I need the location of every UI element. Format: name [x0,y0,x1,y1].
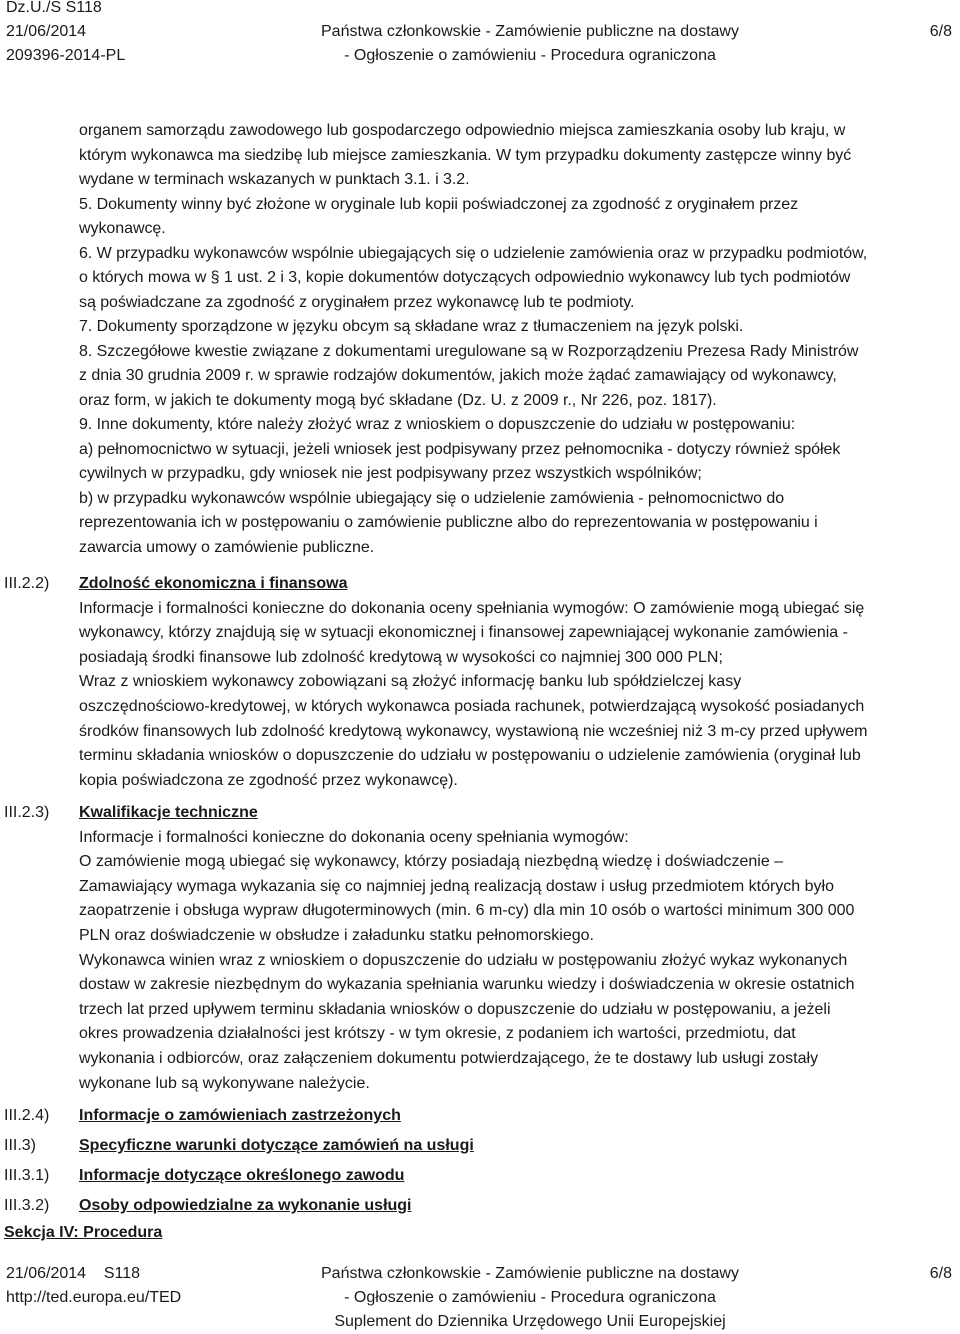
footer-subtitle: - Ogłoszenie o zamówieniu - Procedura ograniczona [344,1289,716,1306]
section-service-conditions [79,1134,949,1159]
text-line: zawarcia umowy o zamówienie publiczne. [79,538,375,556]
section-number: III.3.2) [4,1197,50,1214]
text-line: a) pełnomocnictwo w sytuacji, jeżeli wniosek jest podpisywany przez pełnomocnika - dotyczy również spółek [79,440,841,458]
text-line: zaopatrzenie i obsługa wypraw długoterminowych (min. 6 m-cy) dla min 10 osób o wartości minimum 300 000 [79,902,855,920]
section-reserved-contracts [79,1104,949,1129]
text-line: wykonania i odbiorców, oraz załączeniem dokumentu potwierdzającego, że te dostawy lub usługi zostały [79,1049,819,1067]
text-line: 5. Dokumenty winny być złożone w oryginale lub kopii poświadczonej za zgodność z oryginałem przez [79,195,799,213]
text-line: Informacje i formalności konieczne do dokonania oceny spełniania wymogów: O zamówienie mogą ubiegać się [79,599,865,617]
section-number: III.3) [4,1137,37,1154]
section-heading: Osoby odpowiedzialne za wykonanie usługi [79,1197,412,1214]
text-line: PLN oraz doświadczenie w obsłudze i załadunku statku pełnomorskiego. [79,926,594,944]
section-iv-heading: Sekcja IV: Procedura [4,1224,163,1241]
text-line: są poświadczane za zgodność z oryginałem przez wykonawcę lub te podmioty. [79,293,635,311]
section-heading: Zdolność ekonomiczna i finansowa [79,575,348,592]
text-line: trzech lat przed upływem terminu składania wniosków o dopuszczenie do udziału w postępowaniu, a jeżeli [79,1000,831,1018]
text-line: reprezentowania ich w postępowaniu o zamówienie publiczne albo do reprezentowania w postępowaniu i [79,514,818,531]
section-number: III.2.3) [4,804,50,821]
section-heading: Kwalifikacje techniczne [79,804,258,821]
text-line: 8. Szczegółowe kwestie związane z dokumentami uregulowane są w Rozporządzeniu Prezesa Rady Ministrów [79,342,859,360]
text-line: dostaw w zakresie niezbędnym do wykazania spełniania warunku wiedzy i doświadczenia w okresie ostatnich [79,976,855,994]
text-line: 6. W przypadku wykonawców wspólnie ubiegających się o udzielenie zamówienia oraz w przypadku podmiotów, [79,244,868,262]
text-line: o których mowa w § 1 ust. 2 i 3, kopie dokumentów dotyczących odpowiednio wykonawcy lub tych podmiotów [79,269,851,286]
text-line: organem samorządu zawodowego lub gospodarczego odpowiednio miejsca zamieszkania osoby lub kraju, w [79,122,846,139]
text-line: Informacje i formalności konieczne do dokonania oceny spełniania wymogów: [79,828,629,846]
header-subtitle: - Ogłoszenie o zamówieniu - Procedura ograniczona [344,47,716,64]
section-number: III.2.2) [4,575,50,592]
header-date: 21/06/2014 [6,23,87,40]
text-line: wykonawcy, którzy znajdują się w sytuacji ekonomicznej i finansowej zapewniającej wykonanie zamówienia - [79,624,848,642]
header-title: Państwa członkowskie - Zamówienie publiczne na dostawy [321,23,739,40]
section-heading: Specyficzne warunki dotyczące zamówień na usługi [79,1137,474,1154]
text-line: wykonane lub są wykonywane należycie. [79,1074,370,1092]
documents-paragraph [79,119,949,560]
section-heading: Informacje o zamówieniach zastrzeżonych [79,1107,401,1124]
text-line: wydane w terminach wskazanych w punktach 3.1. i 3.2. [79,171,470,188]
text-line: okres prowadzenia działalności jest krótszy - w tym okresie, z podaniem ich wartości, przedmiotu, dat [79,1025,796,1043]
page-number: 6/8 [929,23,952,40]
journal-ref: Dz.U./S S118 [6,0,102,16]
text-line: kopia poświadczona ze zgodność przez wykonawcę). [79,771,458,789]
footer-supplement: Suplement do Dziennika Urzędowego Unii Europejskiej [334,1313,726,1330]
footer-link[interactable]: http://ted.europa.eu/TED [6,1289,182,1306]
text-line: wykonawcę. [79,220,166,237]
text-line: Zamawiający wymaga wykazania się co najmniej jedną realizacją dostaw i usług przedmiotem których było [79,877,834,895]
notice-number: 209396-2014-PL [6,47,126,64]
text-line: Wraz z wnioskiem wykonawcy zobowiązani są złożyć informację banku lub spółdzielczej kasy [79,673,742,691]
footer-date: 21/06/2014 S118 [6,1265,141,1282]
text-line: którym wykonawca ma siedzibę lub miejsce zamieszkania. W tym przypadku dokumenty zastępcze winny być [79,146,852,164]
text-line: z dnia 30 grudnia 2009 r. w sprawie rodzajów dokumentów, jakich może żądać zamawiający od wykonawcy, [79,367,837,384]
text-line: 9. Inne dokumenty, które należy złożyć wraz z wnioskiem o dopuszczenie do udziału w postępowaniu: [79,416,796,433]
text-line: środków finansowych lub zdolność kredytową wykonawcy, wystawioną nie wcześniej niż 3 m-cy przed upływem [79,722,868,740]
text-line: posiadają środki finansowe lub zdolność kredytową w wysokości co najmniej 300 000 PLN; [79,648,723,666]
section-economic-capacity [79,572,949,793]
section-responsible-persons [79,1194,949,1219]
footer-page-number: 6/8 [929,1265,952,1282]
text-line: cywilnych w przypadku, gdy wniosek nie jest podpisywany przez wszystkich wspólników; [79,465,702,482]
section-profession-info [79,1164,949,1189]
page-header [0,0,960,70]
text-line: oraz form, w jakich te dokumenty mogą być składane (Dz. U. z 2009 r., Nr 226, poz. 1817). [79,391,717,409]
text-line: b) w przypadku wykonawców wspólnie ubiegający się o udzielenie zamówienia - pełnomocnictwo do [79,489,785,507]
footer-title: Państwa członkowskie - Zamówienie publiczne na dostawy [321,1265,739,1282]
text-line: 7. Dokumenty sporządzone w języku obcym są składane wraz z tłumaczeniem na język polski. [79,318,744,335]
section-technical-qualifications [79,801,949,1096]
section-heading: Informacje dotyczące określonego zawodu [79,1167,405,1184]
text-line: Wykonawca winien wraz z wnioskiem o dopuszczenie do udziału w postępowaniu złożyć wykaz wykonanych [79,951,848,969]
text-line: terminu składania wniosków o dopuszczenie do udziału w postępowaniu o udzielenie zamówienia (oryginał lub [79,747,861,765]
section-number: III.3.1) [4,1167,50,1184]
text-line: O zamówienie mogą ubiegać się wykonawcy, którzy posiadają niezbędną wiedzę i doświadczenie – [79,853,784,871]
section-number: III.2.4) [4,1107,50,1124]
page-footer [0,1262,960,1334]
text-line: oszczędnościowo-kredytowej, w których wykonawca posiada rachunek, potwierdzającą wysokość posiadanych [79,697,865,715]
